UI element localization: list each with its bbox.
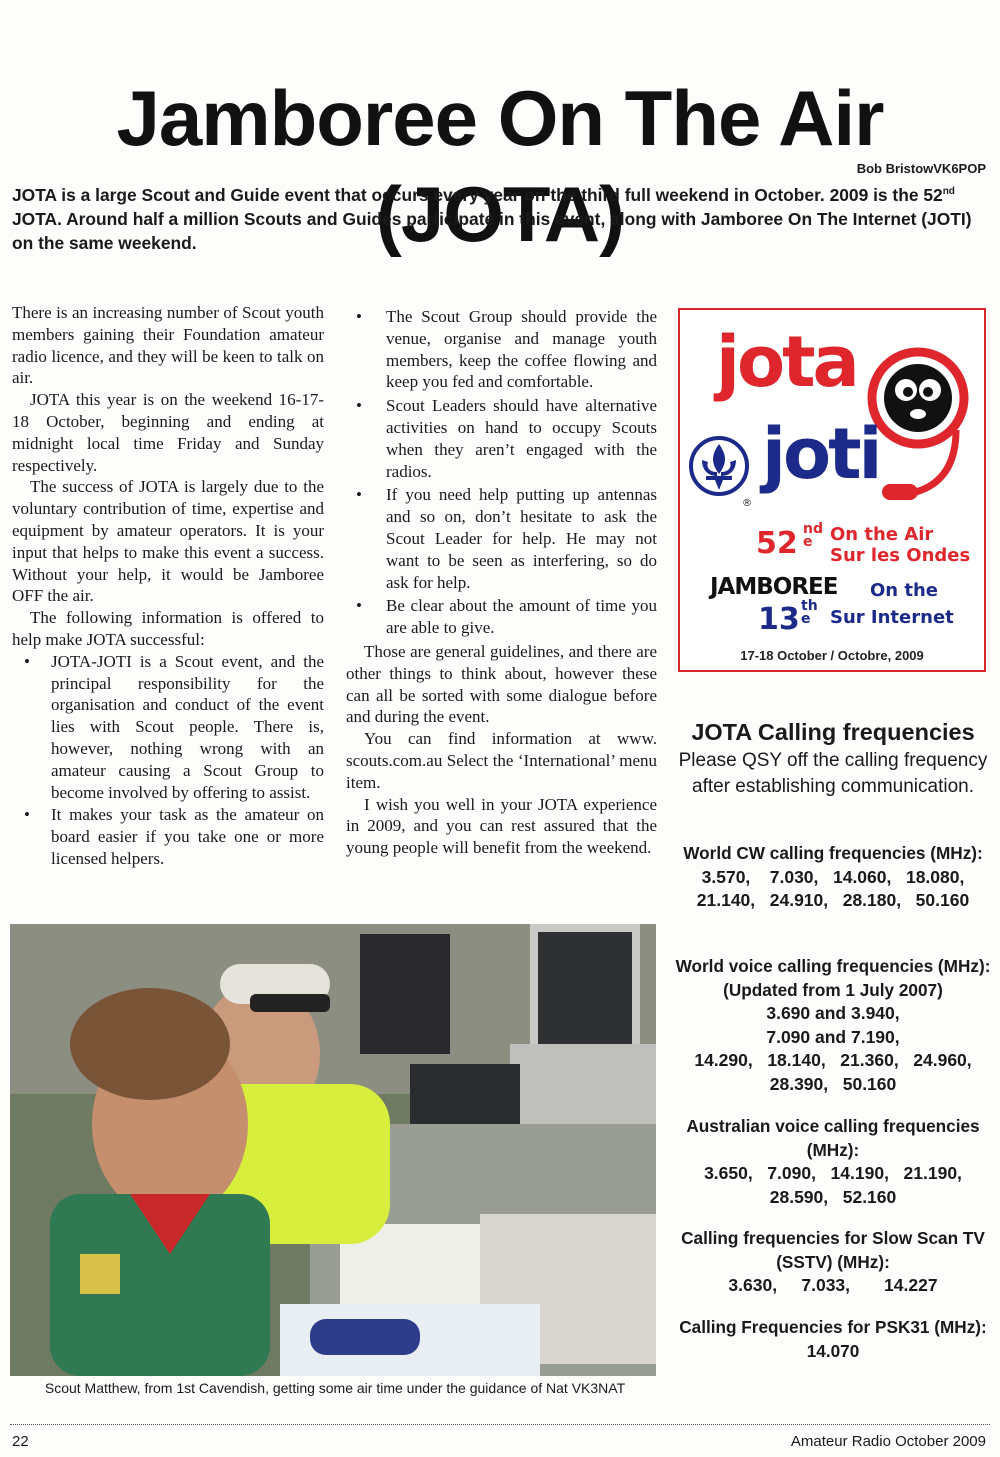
paragraph: I wish you well in your JOTA experience in 2009, and you can rest assured that the young people will benefit from the weekend. [346,794,657,858]
freq-line: 3.630, 7.033, 14.227 [728,1275,938,1296]
freq-heading: Australian voice calling frequencies (MHz): [686,1116,980,1160]
jota-joti-logo [678,308,986,672]
logo-dates: 17-18 October / Octobre, 2009 [740,648,924,663]
logo-13: 13 [758,602,800,637]
freq-group-world-voice [672,955,994,1097]
freq-heading: World voice calling frequencies (MHz): (Updated from 1 July 2007) [675,956,991,1000]
magazine-name: Amateur Radio October 2009 [790,1433,986,1450]
body-column-2 [346,306,657,859]
body-column-1 [12,302,324,871]
bullet-item: • JOTA-JOTI is a Scout event, and the principal responsibility for the organisation and conduct of the event lies with Scout people. There is, however, nothing wrong with an amateur causing a Scout Group to become involved by offering to assist. [12,651,324,804]
bullet-item: • The Scout Group should provide the venue, organise and manage youth members, keep the coffee flowing and keep you fed and comfortable. [346,306,657,393]
frequencies-note: Please QSY off the calling frequency after establishing communication. [678,750,988,797]
freq-heading: Calling frequencies for Slow Scan TV (SSTV) (MHz): [681,1228,985,1272]
lead-paragraph [12,180,988,255]
bullet-item: • Scout Leaders should have alternative activities on hand to occupy Scouts when they aren’t engaged with the radios. [346,395,657,482]
logo-sur-internet: Sur Internet [830,607,954,628]
paragraph: Those are general guidelines, and there are other things to think about, however these can all be sorted with some dialogue before and during the event. [346,641,657,727]
freq-line: 14.290, 18.140, 21.360, 24.960, [694,1050,972,1071]
footer-divider [10,1424,990,1425]
freq-line: 28.590, 52.160 [769,1186,897,1207]
freq-line: 28.390, 50.160 [769,1073,897,1094]
bullet-item: • If you need help putting up antennas and so on, don’t hesitate to ask the Scout Leader for help. He may not want to be seen as interfering, so do ask for help. [346,484,657,593]
freq-group-psk31 [672,1316,994,1363]
photo-scout-radio [10,924,656,1376]
paragraph: There is an increasing number of Scout youth members gaining their Foundation amateur radio licence, and they will be keen to talk on air. [12,303,324,388]
bullet-list [346,306,657,639]
lead-sup: nd [942,186,955,197]
freq-group-australian-voice [672,1115,994,1209]
logo-52: 52 [756,526,798,561]
freq-line: 21.140, 24.910, 28.180, 50.160 [696,890,970,911]
logo-jamboree: JAMBOREE [710,574,838,600]
freq-heading: Calling Frequencies for PSK31 (MHz): 14.070 [679,1317,987,1361]
page-number: 22 [12,1433,29,1450]
bullet-list [12,651,324,870]
logo-on-the-air: On the Air [830,524,934,545]
bullet-item: • It makes your task as the amateur on board easier if you take one or more licensed helpers. [12,804,324,869]
lead-part1: JOTA is a large Scout and Guide event that occurs every year on the third full weekend in October. 2009 is the 52 [12,184,943,205]
freq-line: 7.090 and 7.190, [766,1026,900,1047]
freq-group-world-cw [672,842,994,913]
logo-52-suffix: nd e [803,521,823,550]
article-title: Jamboree On The Air (JOTA) [116,74,884,258]
freq-line: 3.690 and 3.940, [766,1003,900,1024]
paragraph: You can find information at www. scouts.com.au Select the ‘International’ menu item. [346,729,657,792]
logo-13-suffix: th e [801,598,818,627]
photo-illustration [10,924,656,1376]
scout-emblem-icon [688,432,750,504]
paragraph: The success of JOTA is largely due to the voluntary contribution of time, expertise and equipment by amateur operators. It is your input that helps to make this event a success. Without your help, it would be Jamboree OFF the air. [12,477,324,606]
logo-registered: ® [742,498,752,509]
freq-line: 3.570, 7.030, 14.060, 18.080, [701,866,965,887]
freq-heading: World CW calling frequencies (MHz): [683,843,983,863]
frequencies-title: JOTA Calling frequencies [691,719,975,745]
logo-jota-text: jota [716,321,857,403]
lead-part2: JOTA. Around half a million Scouts and Guides participate in this event, along with Jamboree On The Internet (JOTI) on the same weekend. [12,208,972,253]
logo-on-the: On the [870,580,939,601]
logo-joti-text: joti [762,413,880,495]
logo-sur-les-ondes: Sur les Ondes [830,545,971,566]
bullet-item: • Be clear about the amount of time you are able to give. [346,595,657,639]
freq-group-sstv [672,1227,994,1298]
freq-line: 3.650, 7.090, 14.190, 21.190, [704,1163,962,1184]
paragraph: JOTA this year is on the weekend 16-17-18 October, beginning and ending at midnight local time Friday and Sunday respectively. [12,390,324,475]
photo-caption: Scout Matthew, from 1st Cavendish, getting some air time under the guidance of Nat VK3NAT [44,1380,626,1396]
paragraph: The following information is offered to help make JOTA successful: [12,608,324,649]
author-byline: Bob BristowVK6POP [856,161,986,176]
